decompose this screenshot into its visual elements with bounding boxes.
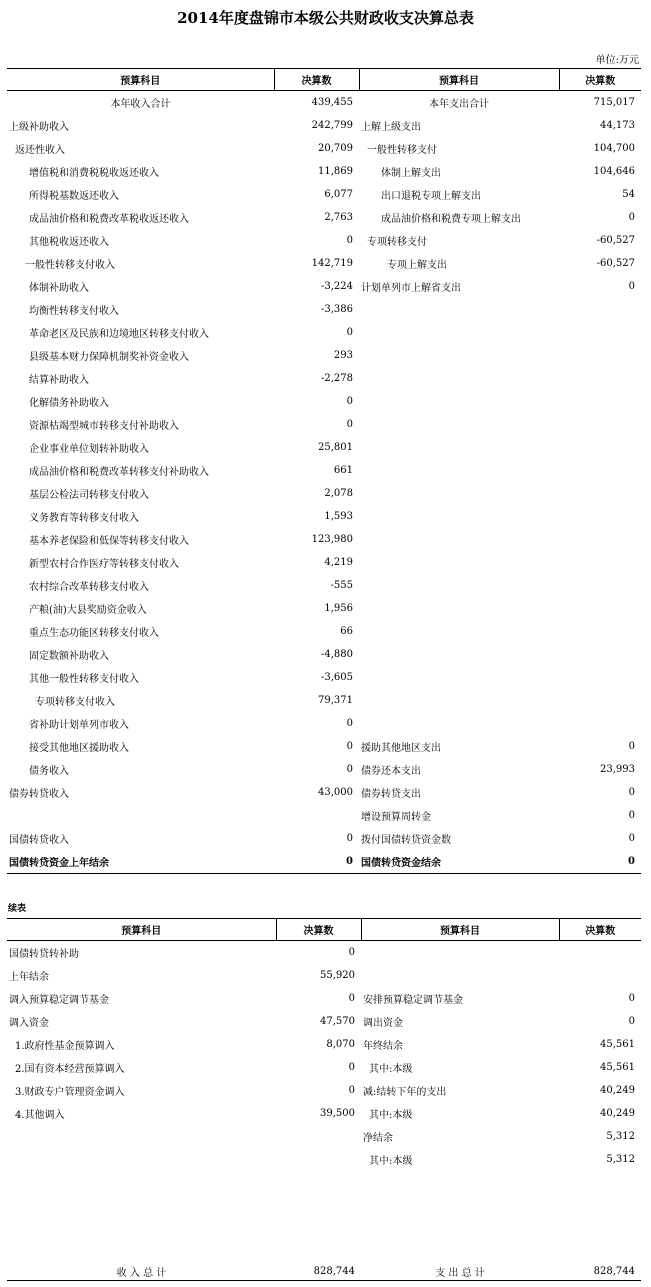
- right-amount: 23,993: [600, 764, 635, 775]
- right-item: [359, 390, 559, 413]
- table-row: [7, 252, 641, 275]
- left-item: 基层公检法司转移支付收入: [29, 490, 149, 501]
- right-amount: [559, 941, 641, 965]
- left-item: [7, 804, 274, 827]
- left-amount: -2,278: [320, 373, 353, 384]
- right-amount: 0: [628, 833, 635, 844]
- right-amount: 0: [628, 993, 635, 1004]
- right-item: 其中:本级: [369, 1110, 413, 1121]
- left-amount: 79,371: [318, 695, 353, 706]
- left-item: 上级补助收入: [9, 122, 69, 133]
- left-item: 重点生态功能区转移支付收入: [29, 628, 159, 639]
- left-amount: 8,070: [326, 1039, 355, 1050]
- left-amount: 55,920: [320, 970, 355, 981]
- left-amount: 0: [346, 396, 353, 407]
- left-amount: 66: [340, 626, 353, 637]
- right-item: [359, 505, 559, 528]
- right-amount: 104,700: [593, 143, 635, 154]
- expense-total-value: 828,744: [593, 1265, 635, 1277]
- right-amount: -60,527: [596, 235, 635, 246]
- bottom-divider: [7, 1280, 641, 1281]
- table-row: [7, 620, 641, 643]
- right-item: 计划单列市上解省支出: [361, 283, 461, 294]
- right-amount: [559, 964, 641, 987]
- right-amount: [559, 482, 641, 505]
- left-amount: 0: [346, 327, 353, 338]
- left-amount: 0: [348, 1062, 355, 1073]
- left-amount: 25,801: [318, 442, 353, 453]
- table-row: [7, 758, 641, 781]
- right-item: 拨付国债转贷资金数: [361, 835, 451, 846]
- right-amount: [559, 551, 641, 574]
- left-item: 其他税收返还收入: [29, 237, 109, 248]
- left-item: 3.财政专户管理资金调入: [15, 1087, 125, 1098]
- left-amount: 242,799: [311, 120, 353, 131]
- right-item: 体制上解支出: [381, 168, 441, 179]
- left-amount: 0: [348, 993, 355, 1004]
- left-item: 县级基本财力保障机制奖补资金收入: [29, 352, 189, 363]
- right-item: [359, 643, 559, 666]
- left-amount: -3,224: [320, 281, 353, 292]
- left-amount: 0: [346, 718, 353, 729]
- right-item: [359, 436, 559, 459]
- left-item: 新型农村合作医疗等转移支付收入: [29, 559, 179, 570]
- left-item: 义务教育等转移支付收入: [29, 513, 139, 524]
- expense-total-label: 支 出 总 计: [435, 1267, 485, 1279]
- left-item: 接受其他地区援助收入: [29, 743, 129, 754]
- header-item-left: 预算科目: [7, 69, 274, 91]
- table-row: [7, 413, 641, 436]
- left-amount: 0: [346, 235, 353, 246]
- right-item: [359, 574, 559, 597]
- left-item: 本年收入合计: [110, 99, 171, 110]
- right-amount: 0: [628, 281, 635, 292]
- right-amount: [559, 390, 641, 413]
- right-item: [361, 964, 559, 987]
- right-item: [359, 459, 559, 482]
- left-amount: 0: [274, 850, 359, 874]
- right-amount: [559, 505, 641, 528]
- table-row: [7, 91, 641, 115]
- totals-row: [7, 1262, 641, 1280]
- table-row: [7, 1079, 641, 1102]
- right-amount: [559, 298, 641, 321]
- left-amount: 123,980: [311, 534, 353, 545]
- table-row: [7, 987, 641, 1010]
- right-item: [359, 528, 559, 551]
- left-item: 2.国有资本经营预算调入: [15, 1064, 125, 1075]
- left-amount: [274, 804, 359, 827]
- header-item-left: 预算科目: [7, 919, 276, 941]
- table-row: [7, 666, 641, 689]
- table-row: [7, 160, 641, 183]
- table-row: [7, 804, 641, 827]
- right-item: 调出资金: [363, 1018, 403, 1029]
- right-amount: [559, 574, 641, 597]
- right-item: [359, 666, 559, 689]
- table-row: [7, 528, 641, 551]
- table-row: [7, 1102, 641, 1125]
- right-amount: 45,561: [600, 1039, 635, 1050]
- left-amount: 0: [346, 833, 353, 844]
- right-item: [359, 344, 559, 367]
- right-amount: 44,173: [600, 120, 635, 131]
- table-row: [7, 1033, 641, 1056]
- left-item: 化解债务补助收入: [29, 398, 109, 409]
- right-amount: [559, 344, 641, 367]
- right-item: 上解上级支出: [361, 122, 421, 133]
- continued-table: [7, 918, 641, 1171]
- table-row: [7, 689, 641, 712]
- table-row: [7, 574, 641, 597]
- right-amount: 54: [622, 189, 635, 200]
- table-row: [7, 712, 641, 735]
- left-item: 均衡性转移支付收入: [29, 306, 119, 317]
- header-amount-right: 决算数: [559, 69, 641, 91]
- left-amount: -3,605: [320, 672, 353, 683]
- right-item: [359, 367, 559, 390]
- left-amount: 6,077: [324, 189, 353, 200]
- page-title: 2014年度盘锦市本级公共财政收支决算总表: [177, 9, 474, 27]
- right-amount: [559, 666, 641, 689]
- left-amount: [276, 1148, 361, 1171]
- right-amount: [559, 528, 641, 551]
- left-amount: 439,455: [311, 97, 353, 108]
- table-row: [7, 114, 641, 137]
- main-table: [7, 68, 641, 874]
- table-row: [7, 344, 641, 367]
- left-amount: 661: [333, 465, 353, 476]
- left-item: 调入预算稳定调节基金: [9, 995, 109, 1006]
- left-amount: 43,000: [318, 787, 353, 798]
- left-item: 债券转贷收入: [9, 789, 69, 800]
- left-item: 固定数额补助收入: [29, 651, 109, 662]
- left-item: 产粮(油)大县奖励资金收入: [29, 605, 147, 616]
- right-amount: 5,312: [606, 1131, 635, 1142]
- right-amount: [559, 712, 641, 735]
- right-amount: 5,312: [606, 1154, 635, 1165]
- table-row: [7, 482, 641, 505]
- left-item: 返还性收入: [15, 145, 65, 156]
- right-item: 出口退税专项上解支出: [381, 191, 481, 202]
- header-item-right: 预算科目: [361, 919, 559, 941]
- header-row: [7, 69, 641, 91]
- left-amount: 293: [333, 350, 353, 361]
- table-row: [7, 505, 641, 528]
- table-row: [7, 1010, 641, 1033]
- left-item: 革命老区及民族和边境地区转移支付收入: [29, 329, 209, 340]
- left-item: 上年结余: [9, 972, 49, 983]
- table-row: [7, 367, 641, 390]
- right-amount: 0: [628, 212, 635, 223]
- right-item: [359, 413, 559, 436]
- left-amount: 2,078: [324, 488, 353, 499]
- right-amount: 0: [628, 741, 635, 752]
- table-row: [7, 275, 641, 298]
- right-item: 债券还本支出: [361, 766, 421, 777]
- table-row: [7, 643, 641, 666]
- left-item: 成品油价格和税费改革税收返还收入: [29, 214, 189, 225]
- left-item: 增值税和消费税税收返还收入: [29, 168, 159, 179]
- left-amount: 1,956: [324, 603, 353, 614]
- left-item: [7, 1148, 276, 1171]
- right-item: 援助其他地区支出: [361, 743, 441, 754]
- right-amount: -60,527: [596, 258, 635, 269]
- left-amount: 20,709: [318, 143, 353, 154]
- right-amount: [559, 436, 641, 459]
- table-row: [7, 183, 641, 206]
- header-item-right: 预算科目: [359, 69, 559, 91]
- right-item: [359, 712, 559, 735]
- right-item: [359, 298, 559, 321]
- right-amount: 0: [628, 1016, 635, 1027]
- left-item: 农村综合改革转移支付收入: [29, 582, 149, 593]
- left-item: 调入资金: [9, 1018, 49, 1029]
- header-amount-right: 决算数: [559, 919, 641, 941]
- right-item: [359, 689, 559, 712]
- left-amount: 39,500: [320, 1108, 355, 1119]
- header-amount-left: 决算数: [276, 919, 361, 941]
- header-row: [7, 919, 641, 941]
- income-total-value: 828,744: [313, 1265, 355, 1277]
- left-amount: -3,386: [320, 304, 353, 315]
- right-item: 减:结转下年的支出: [363, 1087, 447, 1098]
- left-item: 体制补助收入: [29, 283, 89, 294]
- left-amount: -4,880: [320, 649, 353, 660]
- right-item: 净结余: [363, 1133, 393, 1144]
- right-item: 专项上解支出: [387, 260, 447, 271]
- table-row: [7, 390, 641, 413]
- table-row: [7, 436, 641, 459]
- right-item: 其中:本级: [369, 1064, 413, 1075]
- left-item: 省补助计划单列市收入: [29, 720, 129, 731]
- right-item: 其中:本级: [369, 1156, 413, 1167]
- left-item: 所得税基数返还收入: [29, 191, 119, 202]
- left-amount: 2,763: [324, 212, 353, 223]
- right-item: [361, 941, 559, 965]
- table-row: [7, 459, 641, 482]
- left-amount: 0: [348, 947, 355, 958]
- left-item: 一般性转移支付收入: [25, 260, 115, 271]
- left-amount: 0: [346, 764, 353, 775]
- table-row: [7, 229, 641, 252]
- right-item: 成品油价格和税费专项上解支出: [381, 214, 521, 225]
- right-amount: 715,017: [593, 97, 635, 108]
- right-item: 一般性转移支付: [367, 145, 437, 156]
- right-amount: [559, 689, 641, 712]
- left-item: 资源枯竭型城市转移支付补助收入: [29, 421, 179, 432]
- left-item: 结算补助收入: [29, 375, 89, 386]
- right-item: 本年支出合计: [429, 99, 489, 110]
- left-item: 国债转贷转补助: [9, 949, 79, 960]
- right-amount: 0: [628, 810, 635, 821]
- right-amount: 45,561: [600, 1062, 635, 1073]
- left-item: 基本养老保险和低保等转移支付收入: [29, 536, 189, 547]
- left-amount: 47,570: [320, 1016, 355, 1027]
- left-amount: 1,593: [324, 511, 353, 522]
- left-amount: [276, 1125, 361, 1148]
- left-amount: 11,869: [318, 166, 353, 177]
- left-item: 国债转贷资金上年结余: [7, 850, 274, 874]
- right-amount: [559, 321, 641, 344]
- table-row: [7, 597, 641, 620]
- right-amount: [559, 620, 641, 643]
- left-item: 4.其他调入: [15, 1110, 65, 1121]
- table-row: [7, 964, 641, 987]
- continued-label: 续表: [8, 904, 27, 914]
- right-item: 专项转移支付: [367, 237, 427, 248]
- table-row: [7, 321, 641, 344]
- right-item: 年终结余: [363, 1041, 403, 1052]
- table-row: [7, 850, 641, 874]
- left-item: 其他一般性转移支付收入: [29, 674, 139, 685]
- right-amount: [559, 597, 641, 620]
- table-row: [7, 941, 641, 965]
- left-item: 成品油价格和税费改革转移支付补助收入: [29, 467, 209, 478]
- left-item: 企业事业单位划转补助收入: [29, 444, 149, 455]
- right-item: 增设预算周转金: [361, 812, 431, 823]
- income-total-label: 收 入 总 计: [116, 1267, 167, 1279]
- left-item: [7, 1125, 276, 1148]
- left-item: 国债转贷收入: [9, 835, 69, 846]
- left-item: 1.政府性基金预算调入: [15, 1041, 115, 1052]
- table-row: [7, 551, 641, 574]
- table-row: [7, 1056, 641, 1079]
- right-amount: 40,249: [600, 1108, 635, 1119]
- table-row: [7, 137, 641, 160]
- right-amount: 40,249: [600, 1085, 635, 1096]
- right-amount: 104,646: [593, 166, 635, 177]
- right-item: [359, 321, 559, 344]
- right-item: 安排预算稳定调节基金: [363, 995, 463, 1006]
- left-amount: 0: [348, 1085, 355, 1096]
- table-row: [7, 1125, 641, 1148]
- right-item: 债券转贷支出: [361, 789, 421, 800]
- right-amount: 0: [628, 787, 635, 798]
- unit-label: 单位:万元: [595, 55, 639, 66]
- left-item: 专项转移支付收入: [35, 697, 115, 708]
- table-row: [7, 206, 641, 229]
- right-item: [359, 597, 559, 620]
- right-item: 国债转贷资金结余: [359, 850, 559, 874]
- table-row: [7, 735, 641, 758]
- table-row: [7, 827, 641, 850]
- right-amount: [559, 459, 641, 482]
- right-item: [359, 620, 559, 643]
- right-amount: [559, 643, 641, 666]
- left-amount: 142,719: [311, 258, 353, 269]
- right-amount: [559, 413, 641, 436]
- table-row: [7, 781, 641, 804]
- right-item: [359, 551, 559, 574]
- table-row: [7, 298, 641, 321]
- left-amount: -555: [330, 580, 353, 591]
- left-item: 债务收入: [29, 766, 69, 777]
- right-amount: 0: [559, 850, 641, 874]
- table-row: [7, 1148, 641, 1171]
- left-amount: 0: [346, 741, 353, 752]
- left-amount: 4,219: [324, 557, 353, 568]
- header-amount-left: 决算数: [274, 69, 359, 91]
- left-amount: 0: [346, 419, 353, 430]
- right-amount: [559, 367, 641, 390]
- right-item: [359, 482, 559, 505]
